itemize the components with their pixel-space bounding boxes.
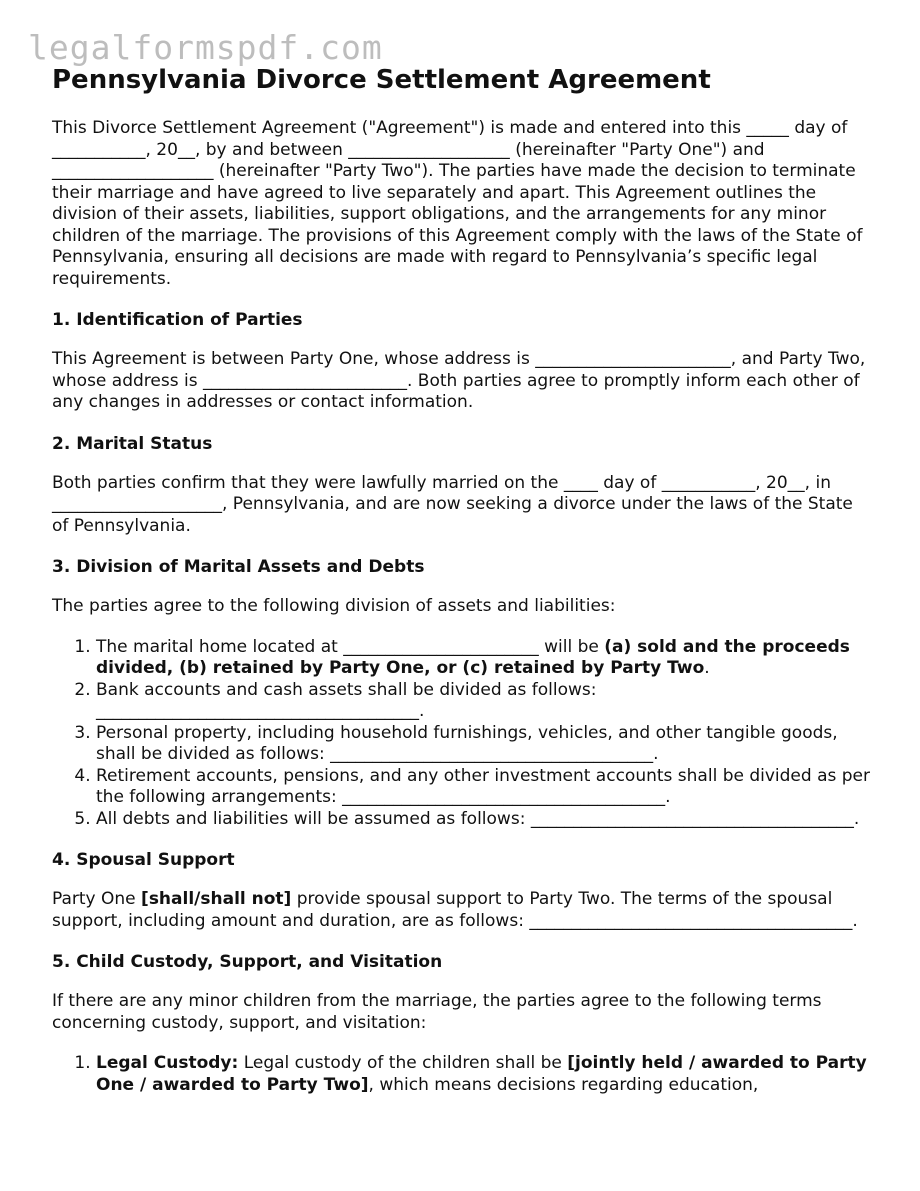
section-4-text-b: provide spousal support to Party Two. The terms of the spousal support, including amount and duration, are as follows: ______________________________________. — [52, 889, 858, 931]
list-item — [96, 1053, 872, 1096]
section-4-emphasis: [shall/shall not] — [141, 889, 292, 909]
list-item-label: Legal Custody: — [96, 1053, 239, 1073]
section-4-text — [52, 889, 872, 932]
list-item-text: Legal custody of the children shall be — [238, 1053, 568, 1073]
custody-list — [52, 1053, 872, 1096]
list-item-text: The marital home located at _______________________ will be — [96, 636, 605, 657]
section-1-heading: 1. Identification of Parties — [52, 310, 303, 330]
intro-paragraph: This Divorce Settlement Agreement ("Agreement") is made and entered into this _____ day of ___________, 20__, by and between ___________________ (hereinafter "Party One") and ___________________ (hereinafter "Party Two"). The parties have made the decision to terminate their marriage and have agreed to live separately and apart. This Agreement outlines the division of their assets, liabilities, support obligations, and the arrangements for any minor children of the marriage. The provisions of this Agreement comply with the laws of the State of Pennsylvania, ensuring all decisions are made with regard to Pennsylvania’s specific legal requirements. — [52, 118, 863, 289]
list-item: 2. Bank accounts and cash assets shall be divided as follows: ______________________________________. — [96, 680, 872, 723]
section-3-heading: 3. Division of Marital Assets and Debts — [52, 557, 425, 577]
list-item-emphasis: [jointly held / awarded to Party One / awarded to Party Two] — [96, 1053, 867, 1095]
section-1-text: This Agreement is between Party One, whose address is _______________________, and Party Two, whose address is ________________________. Both parties agree to promptly inform each other of any changes in addresses or contact information. — [52, 349, 866, 412]
document-body — [52, 118, 872, 1115]
list-item: 3. Personal property, including household furnishings, vehicles, and other tangible goods, shall be divided as follows: ______________________________________. — [96, 723, 872, 766]
section-5-text: If there are any minor children from the marriage, the parties agree to the following terms concerning custody, support, and visitation: — [52, 991, 822, 1033]
list-item: 4. Retirement accounts, pensions, and any other investment accounts shall be divided as per the following arrangements: ______________________________________. — [96, 766, 872, 809]
list-item-end: . — [704, 658, 710, 678]
list-item-end: , which means decisions regarding education, — [368, 1074, 759, 1095]
section-5-heading: 5. Child Custody, Support, and Visitation — [52, 952, 443, 972]
section-4-heading: 4. Spousal Support — [52, 850, 235, 870]
watermark: legalformspdf.com — [28, 28, 383, 67]
section-3-text: The parties agree to the following division of assets and liabilities: — [52, 596, 616, 616]
list-item — [96, 637, 872, 680]
section-2-heading: 2. Marital Status — [52, 433, 213, 454]
document-title: Pennsylvania Divorce Settlement Agreement — [52, 65, 711, 95]
section-2-text: Both parties confirm that they were lawfully married on the ____ day of ___________, 20__, in ____________________, Pennsylvania, and are now seeking a divorce under the laws of the State of Pennsylvania. — [52, 472, 853, 536]
section-4-text-a: Party One — [52, 889, 142, 909]
list-item-emphasis: (a) sold and the proceeds divided, (b) retained by Party One, or (c) retained by Party Two — [96, 636, 850, 678]
assets-list — [52, 637, 872, 831]
list-item: 5. All debts and liabilities will be assumed as follows: ______________________________________. — [96, 809, 872, 831]
